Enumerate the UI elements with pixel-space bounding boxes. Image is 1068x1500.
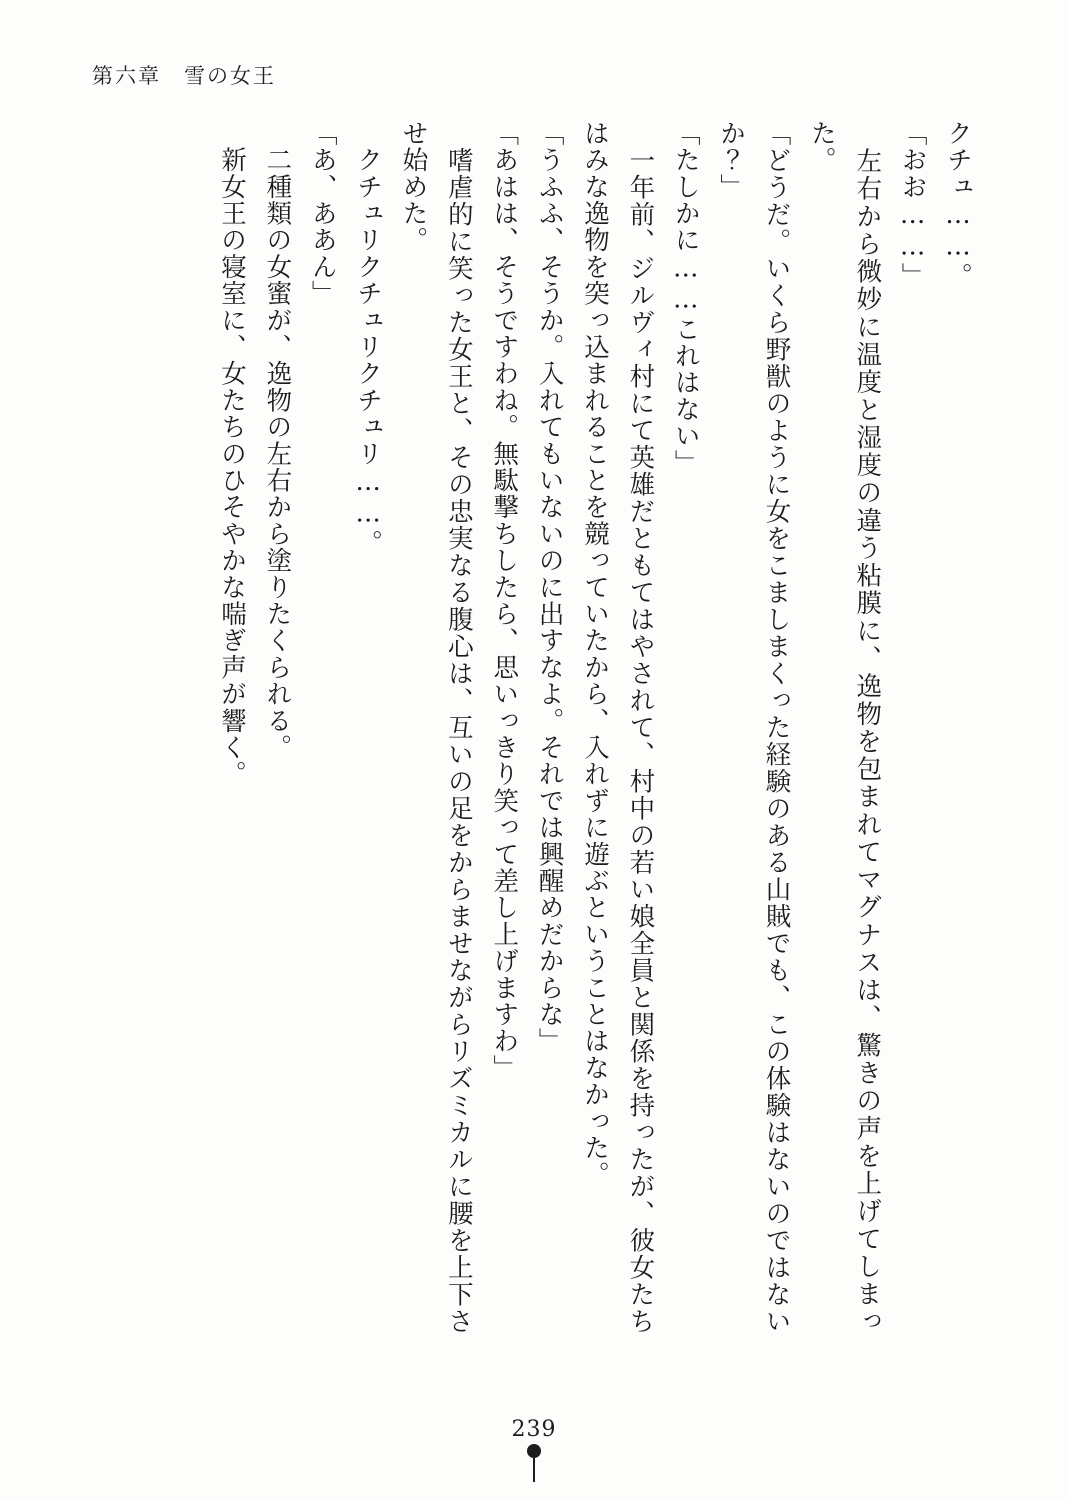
paragraph: 一年前、ジルヴィ村にて英雄だともてはやされて、村中の若い娘全員と関係を持ったが、彼女たちはみな逸物を突っ込まれることを競っていたから、入れずに遊ぶということはなかった。 [580, 120, 656, 1335]
paragraph: 「たしかに……これはない」 [670, 120, 701, 477]
paragraph: 「うふふ、そうか。入れてもいないのに出すなよ。それでは興醒めだからな」 [534, 120, 565, 1055]
pin-ornament-stem [533, 1457, 535, 1482]
paragraph: 新女王の寝室に、女たちのひそやかな喘ぎ声が響く。 [217, 120, 247, 788]
pin-ornament-icon [527, 1444, 541, 1482]
paragraph: 左右から微妙に温度と湿度の違う粘膜に、逸物を包まれてマグナスは、驚きの声を上げてしまった。 [806, 120, 883, 1335]
body-text-vertical [170, 120, 980, 1335]
paragraph: 「あ、ああん」 [307, 120, 338, 307]
paragraph: クチュリクチュリクチュリ……。 [353, 120, 384, 557]
paragraph: 嗜虐的に笑った女王と、その忠実なる腹心は、互いの足をからませながらリズミカルに腰を上下させ始めた。 [398, 120, 474, 1335]
page-number: 239 [511, 1417, 557, 1442]
paragraph: 「どうだ。いくら野獣のように女をこましまくった経験のある山賊でも、この体験はないのではないか？」 [716, 120, 792, 1335]
paragraph: クチュ……。 [943, 120, 973, 290]
running-head-chapter-title: 第六章 雪の女王 [92, 64, 276, 88]
paragraph: 「おお……」 [897, 120, 928, 290]
paragraph: 二種類の女蜜が、逸物の左右から塗りたくられる。 [262, 120, 293, 761]
paragraph: 「あはは、そうですわね。無駄撃ちしたら、思いっきり笑って差し上げますわ」 [489, 120, 520, 1082]
pin-ornament-dot [527, 1444, 541, 1458]
